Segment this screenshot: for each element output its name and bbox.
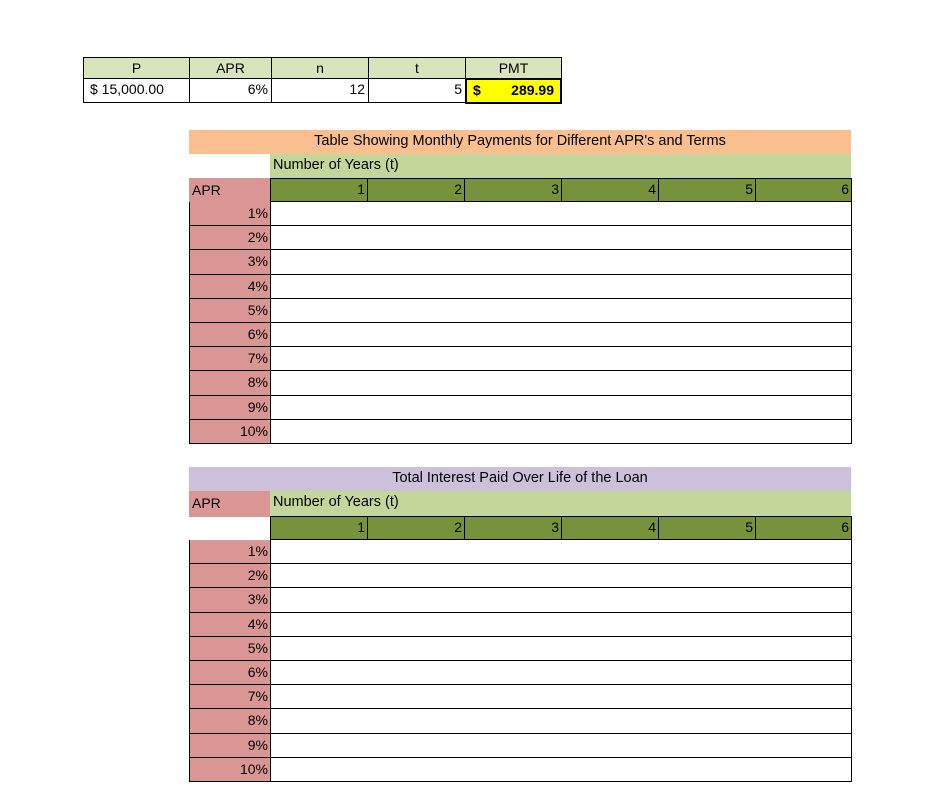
int-table-cell[interactable] (464, 709, 562, 733)
int-table-cell[interactable] (270, 637, 368, 661)
int-table-cell[interactable] (561, 564, 659, 588)
int-table-cell[interactable] (367, 685, 465, 709)
int-table-cell[interactable] (270, 734, 368, 758)
pay-year-header-6: 6 (755, 178, 852, 202)
int-table-cell[interactable] (561, 637, 659, 661)
int-year-header-2: 2 (367, 516, 465, 540)
pay-table-cell[interactable] (561, 323, 659, 347)
pay-table-cell[interactable] (755, 347, 852, 371)
int-table-cell[interactable] (561, 588, 659, 612)
int-table-cell[interactable] (367, 588, 465, 612)
pay-table-cell[interactable] (658, 371, 756, 395)
pay-table-cell[interactable] (270, 323, 368, 347)
input-principal[interactable]: $ 15,000.00 (83, 78, 190, 103)
pmt-value: 289.99 (511, 82, 554, 98)
output-pmt[interactable] (465, 78, 562, 104)
pay-table-cell[interactable] (755, 275, 852, 299)
pay-table-cell[interactable] (561, 226, 659, 250)
int-table-cell[interactable] (658, 588, 756, 612)
int-rate-label: 3% (189, 588, 270, 612)
int-table-cell[interactable] (464, 540, 562, 564)
int-table-cell[interactable] (561, 734, 659, 758)
int-year-header-3: 3 (464, 516, 562, 540)
pay-rate-label: 6% (189, 323, 270, 347)
pay-table-cell[interactable] (367, 371, 465, 395)
pay-year-header-3: 3 (464, 178, 562, 202)
pay-table-cell[interactable] (658, 420, 756, 444)
int-table-cell[interactable] (561, 661, 659, 685)
pay-table-cell[interactable] (755, 396, 852, 420)
pay-year-header-1: 1 (270, 178, 368, 202)
int-year-header-1: 1 (270, 516, 368, 540)
int-table-cell[interactable] (755, 613, 852, 637)
pay-table-cell[interactable] (561, 420, 659, 444)
pay-rate-label: 3% (189, 250, 270, 274)
pay-table-cell[interactable] (367, 420, 465, 444)
pay-table-cell[interactable] (270, 226, 368, 250)
pay-table-cell[interactable] (561, 347, 659, 371)
int-table-cell[interactable] (464, 564, 562, 588)
pay-table-cell[interactable] (755, 202, 852, 226)
int-table-cell[interactable] (561, 540, 659, 564)
int-table-cell[interactable] (270, 588, 368, 612)
int-table-cell[interactable] (658, 709, 756, 733)
int-table-cell[interactable] (367, 709, 465, 733)
pay-table-cell[interactable] (270, 347, 368, 371)
int-table-cell[interactable] (755, 564, 852, 588)
int-table-cell[interactable] (270, 685, 368, 709)
input-n[interactable]: 12 (271, 78, 369, 103)
input-t[interactable]: 5 (368, 78, 466, 103)
int-table-cell[interactable] (755, 758, 852, 782)
int-table-cell[interactable] (367, 564, 465, 588)
pay-rate-label: 2% (189, 226, 270, 250)
pay-table-cell[interactable] (561, 396, 659, 420)
loan-inputs (0, 0, 944, 110)
pay-table-cell[interactable] (270, 299, 368, 323)
int-table-cell[interactable] (755, 734, 852, 758)
int-table-cell[interactable] (464, 734, 562, 758)
pay-table-cell[interactable] (464, 202, 562, 226)
int-table-cell[interactable] (270, 613, 368, 637)
interest-apr-label: APR (189, 491, 270, 517)
pay-table-cell[interactable] (270, 371, 368, 395)
pay-table-cell[interactable] (270, 202, 368, 226)
pay-table-cell[interactable] (658, 202, 756, 226)
int-year-header-5: 5 (658, 516, 756, 540)
pay-table-cell[interactable] (367, 299, 465, 323)
pay-table-cell[interactable] (367, 396, 465, 420)
pay-rate-label: 1% (189, 202, 270, 226)
int-table-cell[interactable] (561, 613, 659, 637)
int-rate-label: 7% (189, 685, 270, 709)
pay-table-cell[interactable] (367, 275, 465, 299)
pay-rate-label: 8% (189, 371, 270, 395)
pay-table-cell[interactable] (561, 275, 659, 299)
int-table-cell[interactable] (658, 637, 756, 661)
pay-table-cell[interactable] (464, 226, 562, 250)
pay-table-cell[interactable] (561, 371, 659, 395)
payments-table-title: Table Showing Monthly Payments for Different APR's and Terms (189, 130, 851, 154)
payments-table-subtitle: Number of Years (t) (270, 154, 851, 178)
int-table-cell[interactable] (270, 709, 368, 733)
int-rate-label: 4% (189, 613, 270, 637)
int-table-cell[interactable] (561, 685, 659, 709)
int-table-cell[interactable] (367, 661, 465, 685)
int-table-cell[interactable] (270, 564, 368, 588)
int-table-cell[interactable] (561, 709, 659, 733)
int-table-cell[interactable] (658, 564, 756, 588)
int-table-cell[interactable] (755, 661, 852, 685)
int-table-cell[interactable] (367, 637, 465, 661)
payments-apr-label: APR (189, 178, 270, 202)
int-table-cell[interactable] (658, 734, 756, 758)
int-table-cell[interactable] (658, 685, 756, 709)
int-table-cell[interactable] (367, 613, 465, 637)
int-rate-label: 10% (189, 758, 270, 782)
pay-table-cell[interactable] (464, 371, 562, 395)
int-table-cell[interactable] (270, 758, 368, 782)
int-table-cell[interactable] (464, 613, 562, 637)
int-rate-label: 2% (189, 564, 270, 588)
pmt-currency-symbol: $ (473, 82, 481, 98)
int-table-cell[interactable] (270, 661, 368, 685)
pay-table-cell[interactable] (367, 226, 465, 250)
pay-table-cell[interactable] (270, 275, 368, 299)
pay-table-cell[interactable] (464, 420, 562, 444)
pay-table-cell[interactable] (464, 299, 562, 323)
pay-rate-label: 9% (189, 396, 270, 420)
int-table-cell[interactable] (755, 540, 852, 564)
pay-table-cell[interactable] (367, 202, 465, 226)
int-table-cell[interactable] (561, 758, 659, 782)
int-rate-label: 6% (189, 661, 270, 685)
int-table-cell[interactable] (755, 685, 852, 709)
pay-table-cell[interactable] (270, 396, 368, 420)
pay-year-header-5: 5 (658, 178, 756, 202)
int-year-header-6: 6 (755, 516, 852, 540)
pay-table-cell[interactable] (270, 250, 368, 274)
interest-table-subtitle: Number of Years (t) (270, 491, 851, 516)
pay-rate-label: 7% (189, 347, 270, 371)
int-table-cell[interactable] (464, 637, 562, 661)
int-table-cell[interactable] (464, 758, 562, 782)
header-n: n (271, 57, 369, 79)
pay-table-cell[interactable] (561, 202, 659, 226)
int-table-cell[interactable] (464, 588, 562, 612)
pay-table-cell[interactable] (367, 323, 465, 347)
int-rate-label: 1% (189, 540, 270, 564)
pay-table-cell[interactable] (270, 420, 368, 444)
int-year-header-4: 4 (561, 516, 659, 540)
pay-table-cell[interactable] (658, 299, 756, 323)
int-table-cell[interactable] (270, 540, 368, 564)
pay-rate-label: 5% (189, 299, 270, 323)
int-rate-label: 9% (189, 734, 270, 758)
int-table-cell[interactable] (658, 613, 756, 637)
pay-table-cell[interactable] (367, 250, 465, 274)
pay-table-cell[interactable] (755, 226, 852, 250)
pay-table-cell[interactable] (755, 299, 852, 323)
pay-table-cell[interactable] (658, 250, 756, 274)
int-table-cell[interactable] (755, 637, 852, 661)
pay-table-cell[interactable] (755, 323, 852, 347)
pay-year-header-2: 2 (367, 178, 465, 202)
pay-table-cell[interactable] (658, 323, 756, 347)
pay-table-cell[interactable] (658, 275, 756, 299)
pay-table-cell[interactable] (658, 396, 756, 420)
header-t: t (368, 57, 466, 79)
header-apr: APR (189, 57, 272, 79)
pay-table-cell[interactable] (464, 323, 562, 347)
pay-table-cell[interactable] (464, 347, 562, 371)
int-table-cell[interactable] (464, 685, 562, 709)
interest-table-title: Total Interest Paid Over Life of the Loan (189, 467, 851, 491)
int-table-cell[interactable] (464, 661, 562, 685)
int-table-cell[interactable] (367, 758, 465, 782)
pay-table-cell[interactable] (464, 250, 562, 274)
header-p: P (83, 57, 190, 79)
pay-table-cell[interactable] (658, 347, 756, 371)
pay-table-cell[interactable] (561, 299, 659, 323)
pay-table-cell[interactable] (464, 396, 562, 420)
int-rate-label: 5% (189, 637, 270, 661)
pay-table-cell[interactable] (755, 420, 852, 444)
pay-table-cell[interactable] (464, 275, 562, 299)
int-table-cell[interactable] (658, 661, 756, 685)
pay-rate-label: 10% (189, 420, 270, 444)
int-table-cell[interactable] (658, 540, 756, 564)
int-table-cell[interactable] (658, 758, 756, 782)
pay-table-cell[interactable] (367, 347, 465, 371)
pay-rate-label: 4% (189, 275, 270, 299)
pay-table-cell[interactable] (658, 226, 756, 250)
pay-table-cell[interactable] (561, 250, 659, 274)
int-table-cell[interactable] (755, 709, 852, 733)
int-table-cell[interactable] (367, 540, 465, 564)
header-pmt: PMT (465, 57, 562, 79)
int-table-cell[interactable] (367, 734, 465, 758)
pay-year-header-4: 4 (561, 178, 659, 202)
pay-table-cell[interactable] (755, 250, 852, 274)
input-apr[interactable]: 6% (189, 78, 272, 103)
int-table-cell[interactable] (755, 588, 852, 612)
pay-table-cell[interactable] (755, 371, 852, 395)
int-rate-label: 8% (189, 709, 270, 733)
